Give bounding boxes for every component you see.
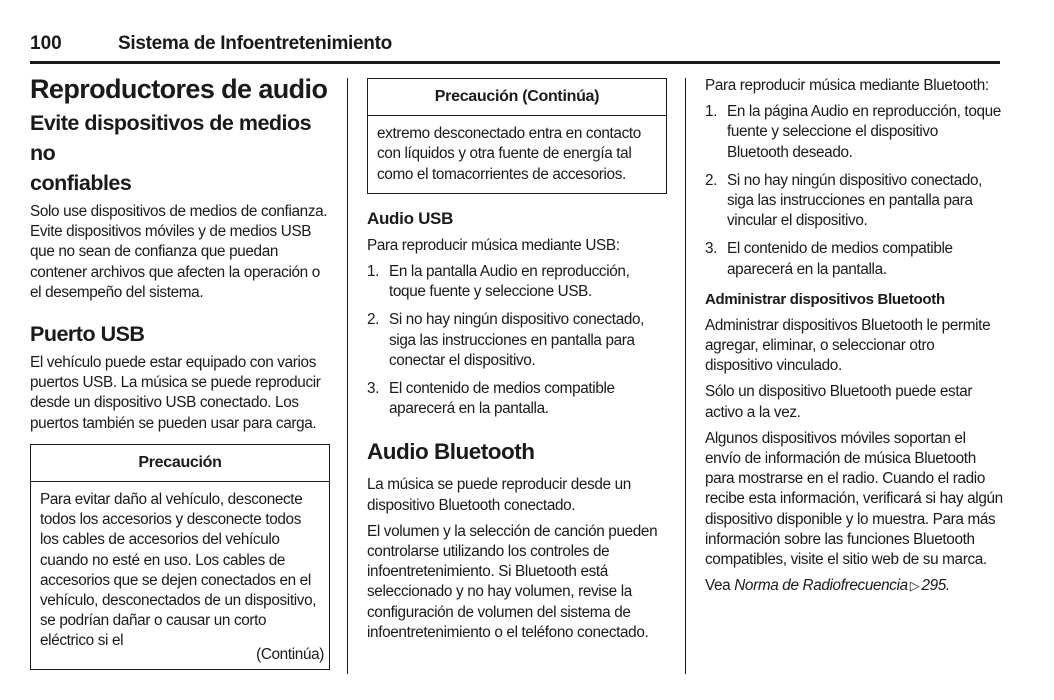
section-heading: Puerto USB (30, 322, 145, 347)
list-item (367, 262, 667, 302)
column-2 (367, 78, 667, 649)
step-text: Si no hay ningún dispositivo conectado, siga las instrucciones en pantalla para conectar el dispositivo. (389, 311, 645, 369)
caution-text: extremo desconectado entra en contacto con líquidos y otra fuente de energía tal como el tomacorrientes de accesorios. (377, 125, 641, 183)
reference-link[interactable]: Norma de Radiofrecuencia (734, 577, 908, 595)
paragraph: Para reproducir música mediante Bluetooth: (705, 77, 989, 94)
step-text: En la página Audio en reproducción, toque fuente y seleccione el dispositivo Bluetooth deseado. (727, 103, 1001, 161)
paragraph: El volumen y la selección de canción pueden controlarse utilizando los controles de infoentretenimiento. Si Bluetooth está seleccionado y no hay volumen, revise la configuración de volumen del sistema de infoentretenimiento o el teléfono conectado. (367, 522, 658, 641)
list-item (705, 171, 1003, 232)
paragraph: Solo use dispositivos de medios de confianza. Evite dispositivos móviles y de medios USB que no sean de confianza que puedan contener archivos que afecten la operación o el desempeño del sistema. (30, 203, 328, 301)
main-heading: Reproductores de audio (30, 74, 328, 104)
step-number: 3. (705, 240, 718, 258)
subsection-heading: Administrar dispositivos Bluetooth (705, 290, 945, 308)
section-heading: Audio Bluetooth (367, 439, 535, 465)
list-item (367, 379, 667, 419)
caution-box (30, 444, 330, 670)
see-prefix: Vea (705, 577, 731, 595)
section-heading: Audio USB (367, 208, 454, 228)
see-reference (705, 576, 1003, 596)
page-header (30, 31, 1000, 64)
step-number: 2. (705, 171, 718, 189)
reference-page[interactable]: 295. (921, 577, 950, 595)
paragraph: Sólo un dispositivo Bluetooth puede estar activo a la vez. (705, 383, 973, 421)
section-heading-line: Evite dispositivos de medios no (30, 111, 312, 165)
step-number: 1. (367, 263, 380, 281)
caution-text: Para evitar daño al vehículo, desconecte todos los accesorios y desconecte todos los cables de accesorios del vehículo cuando no esté en uso. Los cables de accesorios que se dejen conectados en el vehículo, desconectados de un dispositivo, se podrían dañar o causar un corto eléctrico si el (40, 491, 317, 650)
column-1 (30, 72, 330, 670)
list-item (705, 239, 1003, 279)
step-text: El contenido de medios compatible aparecerá en la pantalla. (727, 240, 953, 278)
column-3 (705, 76, 1003, 602)
continued-label: (Continúa) (256, 645, 324, 663)
running-title: Sistema de Infoentretenimiento (118, 33, 392, 54)
page-number: 100 (30, 33, 62, 54)
paragraph: Administrar dispositivos Bluetooth le permite agregar, eliminar, o seleccionar otro dispositivo vinculado. (705, 316, 991, 375)
list-item (367, 310, 667, 371)
paragraph: La música se puede reproducir desde un dispositivo Bluetooth conectado. (367, 476, 631, 514)
paragraph: Para reproducir música mediante USB: (367, 236, 620, 254)
section-heading (30, 108, 330, 198)
caution-title: Precaución (Continúa) (368, 79, 666, 116)
step-number: 3. (367, 380, 380, 398)
step-number: 2. (367, 311, 380, 329)
column-divider (347, 78, 348, 674)
reference-arrow-icon: ▷ (909, 578, 920, 594)
steps-list (705, 102, 1003, 280)
paragraph: El vehículo puede estar equipado con varios puertos USB. La música se puede reproducir desde un dispositivo USB conectado. Los puertos también se pueden usar para carga. (30, 354, 321, 432)
step-text: En la pantalla Audio en reproducción, toque fuente y seleccione USB. (389, 263, 630, 301)
caution-box (367, 78, 667, 194)
caution-title: Precaución (31, 445, 329, 482)
section-heading-line: confiables (30, 171, 132, 195)
steps-list (367, 262, 667, 419)
step-text: Si no hay ningún dispositivo conectado, siga las instrucciones en pantalla para vincular el dispositivo. (727, 171, 983, 230)
column-divider (685, 78, 686, 674)
step-number: 1. (705, 103, 718, 121)
list-item (705, 102, 1003, 163)
step-text: El contenido de medios compatible aparecerá en la pantalla. (389, 380, 615, 418)
paragraph: Algunos dispositivos móviles soportan el envío de información de música Bluetooth para mostrarse en el radio. Cuando el radio recibe esta información, verificará si hay algún dispositivo disponible y lo muestra. Para más información sobre las funciones Bluetooth compatibles, visite el sitio web de su marca. (705, 429, 1003, 569)
